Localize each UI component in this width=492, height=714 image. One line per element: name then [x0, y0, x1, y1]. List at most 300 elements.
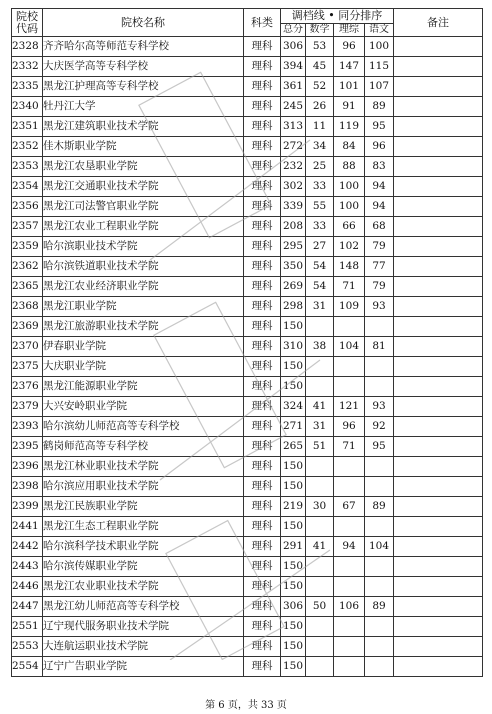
science-score-cell: 71: [334, 277, 365, 297]
science-score-cell: 148: [334, 257, 365, 277]
school-code-cell: 2328: [12, 37, 43, 57]
header-math: 数学: [306, 24, 334, 37]
category-cell: 理科: [244, 357, 281, 377]
notes-cell: [394, 77, 483, 97]
category-cell: 理科: [244, 77, 281, 97]
chinese-score-cell: 68: [365, 217, 394, 237]
chinese-score-cell: [365, 477, 394, 497]
table-row: [12, 397, 483, 417]
category-cell: 理科: [244, 577, 281, 597]
chinese-score-cell: 93: [365, 297, 394, 317]
school-name-cell: 黑龙江林业职业技术学院: [43, 457, 244, 477]
table-body: [12, 37, 483, 677]
science-score-cell: [334, 357, 365, 377]
math-score-cell: 31: [306, 297, 334, 317]
math-score-cell: 30: [306, 497, 334, 517]
school-code-cell: 2353: [12, 157, 43, 177]
math-score-cell: [306, 577, 334, 597]
total-score-cell: 313: [281, 117, 306, 137]
school-code-cell: 2365: [12, 277, 43, 297]
chinese-score-cell: [365, 557, 394, 577]
science-score-cell: 96: [334, 37, 365, 57]
chinese-score-cell: 79: [365, 237, 394, 257]
table-row: [12, 277, 483, 297]
chinese-score-cell: [365, 357, 394, 377]
category-cell: 理科: [244, 37, 281, 57]
total-score-cell: 150: [281, 557, 306, 577]
category-cell: 理科: [244, 337, 281, 357]
math-score-cell: 25: [306, 157, 334, 177]
school-name-cell: 大兴安岭职业学院: [43, 397, 244, 417]
school-code-cell: 2340: [12, 97, 43, 117]
category-cell: 理科: [244, 657, 281, 677]
school-name-cell: 黑龙江农业职业技术学院: [43, 577, 244, 597]
table-row: [12, 197, 483, 217]
science-score-cell: 100: [334, 197, 365, 217]
school-code-cell: 2369: [12, 317, 43, 337]
school-code-cell: 2554: [12, 657, 43, 677]
school-name-cell: 黑龙江建筑职业技术学院: [43, 117, 244, 137]
school-code-cell: 2379: [12, 397, 43, 417]
chinese-score-cell: 96: [365, 137, 394, 157]
total-score-cell: 208: [281, 217, 306, 237]
table-row: [12, 237, 483, 257]
school-code-cell: 2399: [12, 497, 43, 517]
school-name-cell: 黑龙江农业工程职业学院: [43, 217, 244, 237]
table-row: [12, 557, 483, 577]
table-row: [12, 377, 483, 397]
school-name-cell: 黑龙江农业经济职业学院: [43, 277, 244, 297]
school-name-cell: 伊春职业学院: [43, 337, 244, 357]
notes-cell: [394, 97, 483, 117]
science-score-cell: 119: [334, 117, 365, 137]
table-row: [12, 137, 483, 157]
total-score-cell: 350: [281, 257, 306, 277]
math-score-cell: [306, 457, 334, 477]
school-name-cell: 黑龙江幼儿师范高等专科学校: [43, 597, 244, 617]
admission-score-table: [11, 8, 483, 677]
chinese-score-cell: 94: [365, 177, 394, 197]
category-cell: 理科: [244, 517, 281, 537]
table-header: [12, 9, 483, 37]
science-score-cell: 102: [334, 237, 365, 257]
school-code-cell: 2442: [12, 537, 43, 557]
school-code-cell: 2356: [12, 197, 43, 217]
total-score-cell: 150: [281, 377, 306, 397]
school-name-cell: 黑龙江旅游职业技术学院: [43, 317, 244, 337]
notes-cell: [394, 357, 483, 377]
chinese-score-cell: [365, 457, 394, 477]
school-name-cell: 佳木斯职业学院: [43, 137, 244, 157]
school-name-cell: 鹤岗师范高等专科学校: [43, 437, 244, 457]
science-score-cell: [334, 457, 365, 477]
school-code-cell: 2443: [12, 557, 43, 577]
total-score-cell: 265: [281, 437, 306, 457]
category-cell: 理科: [244, 437, 281, 457]
school-name-cell: 黑龙江农垦职业学院: [43, 157, 244, 177]
header-science: 理综: [334, 24, 365, 37]
science-score-cell: 67: [334, 497, 365, 517]
category-cell: 理科: [244, 137, 281, 157]
notes-cell: [394, 537, 483, 557]
notes-cell: [394, 37, 483, 57]
school-name-cell: 黑龙江民族职业学院: [43, 497, 244, 517]
math-score-cell: 55: [306, 197, 334, 217]
math-score-cell: [306, 557, 334, 577]
school-code-cell: 2357: [12, 217, 43, 237]
school-name-cell: 哈尔滨传媒职业学院: [43, 557, 244, 577]
school-code-cell: 2447: [12, 597, 43, 617]
total-score-cell: 302: [281, 177, 306, 197]
school-name-cell: 黑龙江生态工程职业学院: [43, 517, 244, 537]
school-code-cell: 2551: [12, 617, 43, 637]
notes-cell: [394, 597, 483, 617]
category-cell: 理科: [244, 617, 281, 637]
chinese-score-cell: [365, 377, 394, 397]
total-score-cell: 150: [281, 457, 306, 477]
school-code-cell: 2359: [12, 237, 43, 257]
table-row: [12, 637, 483, 657]
math-score-cell: 31: [306, 417, 334, 437]
category-cell: 理科: [244, 537, 281, 557]
science-score-cell: 71: [334, 437, 365, 457]
chinese-score-cell: 95: [365, 437, 394, 457]
school-name-cell: 哈尔滨应用职业技术学院: [43, 477, 244, 497]
category-cell: 理科: [244, 237, 281, 257]
math-score-cell: 50: [306, 597, 334, 617]
table-row: [12, 457, 483, 477]
math-score-cell: 52: [306, 77, 334, 97]
category-cell: 理科: [244, 557, 281, 577]
school-code-cell: 2446: [12, 577, 43, 597]
notes-cell: [394, 517, 483, 537]
category-cell: 理科: [244, 97, 281, 117]
science-score-cell: 121: [334, 397, 365, 417]
category-cell: 理科: [244, 377, 281, 397]
science-score-cell: 66: [334, 217, 365, 237]
category-cell: 理科: [244, 297, 281, 317]
total-score-cell: 272: [281, 137, 306, 157]
total-score-cell: 150: [281, 477, 306, 497]
category-cell: 理科: [244, 117, 281, 137]
school-code-cell: 2352: [12, 137, 43, 157]
science-score-cell: 109: [334, 297, 365, 317]
school-code-cell: 2375: [12, 357, 43, 377]
notes-cell: [394, 657, 483, 677]
school-name-cell: 哈尔滨铁道职业技术学院: [43, 257, 244, 277]
header-name: 院校名称: [43, 9, 244, 37]
science-score-cell: [334, 377, 365, 397]
math-score-cell: [306, 637, 334, 657]
total-score-cell: 269: [281, 277, 306, 297]
table-row: [12, 257, 483, 277]
chinese-score-cell: 104: [365, 537, 394, 557]
header-total: 总分: [281, 24, 306, 37]
notes-cell: [394, 397, 483, 417]
school-name-cell: 齐齐哈尔高等师范专科学校: [43, 37, 244, 57]
chinese-score-cell: 100: [365, 37, 394, 57]
school-name-cell: 哈尔滨幼儿师范高等专科学校: [43, 417, 244, 437]
notes-cell: [394, 157, 483, 177]
category-cell: 理科: [244, 417, 281, 437]
math-score-cell: [306, 617, 334, 637]
chinese-score-cell: 92: [365, 417, 394, 437]
category-cell: 理科: [244, 457, 281, 477]
notes-cell: [394, 297, 483, 317]
total-score-cell: 291: [281, 537, 306, 557]
header-score-group: 调档线 • 同分排序: [281, 9, 394, 24]
chinese-score-cell: [365, 577, 394, 597]
notes-cell: [394, 437, 483, 457]
table-row: [12, 357, 483, 377]
page-footer: [0, 700, 492, 712]
school-name-cell: 黑龙江能源职业学院: [43, 377, 244, 397]
total-score-cell: 150: [281, 657, 306, 677]
notes-cell: [394, 577, 483, 597]
table-row: [12, 417, 483, 437]
school-name-cell: 辽宁现代服务职业技术学院: [43, 617, 244, 637]
total-score-cell: 295: [281, 237, 306, 257]
category-cell: 理科: [244, 637, 281, 657]
notes-cell: [394, 557, 483, 577]
notes-cell: [394, 197, 483, 217]
science-score-cell: 104: [334, 337, 365, 357]
table-row: [12, 537, 483, 557]
chinese-score-cell: 93: [365, 397, 394, 417]
notes-cell: [394, 497, 483, 517]
school-code-cell: 2376: [12, 377, 43, 397]
chinese-score-cell: 77: [365, 257, 394, 277]
total-score-cell: 245: [281, 97, 306, 117]
school-name-cell: 哈尔滨职业技术学院: [43, 237, 244, 257]
science-score-cell: [334, 617, 365, 637]
table-row: [12, 217, 483, 237]
science-score-cell: [334, 517, 365, 537]
category-cell: 理科: [244, 197, 281, 217]
math-score-cell: 38: [306, 337, 334, 357]
school-name-cell: 大连航运职业技术学院: [43, 637, 244, 657]
chinese-score-cell: 94: [365, 197, 394, 217]
notes-cell: [394, 457, 483, 477]
math-score-cell: 54: [306, 277, 334, 297]
table-row: [12, 37, 483, 57]
table-row: [12, 117, 483, 137]
school-code-cell: 2354: [12, 177, 43, 197]
math-score-cell: 53: [306, 37, 334, 57]
math-score-cell: 33: [306, 217, 334, 237]
category-cell: 理科: [244, 597, 281, 617]
school-name-cell: 大庆医学高等专科学校: [43, 57, 244, 77]
total-score-cell: 361: [281, 77, 306, 97]
math-score-cell: 27: [306, 237, 334, 257]
math-score-cell: [306, 317, 334, 337]
table-row: [12, 157, 483, 177]
notes-cell: [394, 177, 483, 197]
math-score-cell: 11: [306, 117, 334, 137]
science-score-cell: [334, 637, 365, 657]
header-notes: 备注: [394, 9, 483, 37]
chinese-score-cell: 115: [365, 57, 394, 77]
school-code-cell: 2398: [12, 477, 43, 497]
total-score-cell: 298: [281, 297, 306, 317]
science-score-cell: 147: [334, 57, 365, 77]
science-score-cell: 96: [334, 417, 365, 437]
school-code-cell: 2395: [12, 437, 43, 457]
math-score-cell: 34: [306, 137, 334, 157]
chinese-score-cell: 83: [365, 157, 394, 177]
notes-cell: [394, 417, 483, 437]
chinese-score-cell: [365, 637, 394, 657]
table-row: [12, 177, 483, 197]
science-score-cell: 91: [334, 97, 365, 117]
total-score-cell: 150: [281, 617, 306, 637]
table-row: [12, 77, 483, 97]
science-score-cell: [334, 317, 365, 337]
science-score-cell: [334, 557, 365, 577]
category-cell: 理科: [244, 397, 281, 417]
table-row: [12, 97, 483, 117]
school-code-cell: 2332: [12, 57, 43, 77]
science-score-cell: 84: [334, 137, 365, 157]
school-name-cell: 牡丹江大学: [43, 97, 244, 117]
notes-cell: [394, 57, 483, 77]
notes-cell: [394, 377, 483, 397]
total-score-cell: 394: [281, 57, 306, 77]
school-name-cell: 哈尔滨科学技术职业学院: [43, 537, 244, 557]
science-score-cell: [334, 577, 365, 597]
notes-cell: [394, 617, 483, 637]
category-cell: 理科: [244, 497, 281, 517]
math-score-cell: 51: [306, 437, 334, 457]
category-cell: 理科: [244, 157, 281, 177]
total-score-cell: 150: [281, 637, 306, 657]
school-name-cell: 大庆职业学院: [43, 357, 244, 377]
table-row: [12, 437, 483, 457]
table-row: [12, 497, 483, 517]
table-row: [12, 57, 483, 77]
math-score-cell: 41: [306, 537, 334, 557]
school-name-cell: 黑龙江交通职业技术学院: [43, 177, 244, 197]
school-code-cell: 2370: [12, 337, 43, 357]
chinese-score-cell: 107: [365, 77, 394, 97]
total-score-cell: 339: [281, 197, 306, 217]
science-score-cell: 94: [334, 537, 365, 557]
notes-cell: [394, 277, 483, 297]
chinese-score-cell: 79: [365, 277, 394, 297]
chinese-score-cell: 89: [365, 97, 394, 117]
category-cell: 理科: [244, 477, 281, 497]
total-score-cell: 324: [281, 397, 306, 417]
total-score-cell: 150: [281, 577, 306, 597]
chinese-score-cell: 81: [365, 337, 394, 357]
category-cell: 理科: [244, 217, 281, 237]
chinese-score-cell: 89: [365, 497, 394, 517]
math-score-cell: [306, 477, 334, 497]
notes-cell: [394, 237, 483, 257]
chinese-score-cell: [365, 657, 394, 677]
school-name-cell: 辽宁广告职业学院: [43, 657, 244, 677]
math-score-cell: 26: [306, 97, 334, 117]
notes-cell: [394, 337, 483, 357]
science-score-cell: [334, 657, 365, 677]
science-score-cell: [334, 477, 365, 497]
math-score-cell: [306, 357, 334, 377]
math-score-cell: [306, 517, 334, 537]
school-code-cell: 2362: [12, 257, 43, 277]
table-row: [12, 297, 483, 317]
total-score-cell: 310: [281, 337, 306, 357]
table-row: [12, 517, 483, 537]
school-code-cell: 2393: [12, 417, 43, 437]
notes-cell: [394, 117, 483, 137]
chinese-score-cell: [365, 517, 394, 537]
total-score-cell: 150: [281, 517, 306, 537]
chinese-score-cell: [365, 617, 394, 637]
table-row: [12, 317, 483, 337]
math-score-cell: 45: [306, 57, 334, 77]
school-name-cell: 黑龙江护理高等专科学校: [43, 77, 244, 97]
notes-cell: [394, 637, 483, 657]
category-cell: 理科: [244, 277, 281, 297]
total-score-cell: 150: [281, 317, 306, 337]
table-row: [12, 597, 483, 617]
page-number-label: 第 6 页，共 33 页: [205, 700, 287, 711]
table-row: [12, 477, 483, 497]
school-code-cell: 2441: [12, 517, 43, 537]
school-code-cell: 2335: [12, 77, 43, 97]
category-cell: 理科: [244, 177, 281, 197]
science-score-cell: 88: [334, 157, 365, 177]
notes-cell: [394, 257, 483, 277]
total-score-cell: 306: [281, 597, 306, 617]
science-score-cell: 101: [334, 77, 365, 97]
science-score-cell: 106: [334, 597, 365, 617]
category-cell: 理科: [244, 317, 281, 337]
total-score-cell: 232: [281, 157, 306, 177]
total-score-cell: 150: [281, 357, 306, 377]
chinese-score-cell: 89: [365, 597, 394, 617]
school-code-cell: 2368: [12, 297, 43, 317]
category-cell: 理科: [244, 57, 281, 77]
total-score-cell: 306: [281, 37, 306, 57]
table-row: [12, 337, 483, 357]
school-name-cell: 黑龙江司法警官职业学院: [43, 197, 244, 217]
school-code-cell: 2553: [12, 637, 43, 657]
notes-cell: [394, 217, 483, 237]
table-row: [12, 577, 483, 597]
total-score-cell: 271: [281, 417, 306, 437]
math-score-cell: 41: [306, 397, 334, 417]
school-code-cell: 2396: [12, 457, 43, 477]
table-row: [12, 617, 483, 637]
math-score-cell: [306, 657, 334, 677]
school-code-cell: 2351: [12, 117, 43, 137]
total-score-cell: 219: [281, 497, 306, 517]
notes-cell: [394, 317, 483, 337]
science-score-cell: 100: [334, 177, 365, 197]
math-score-cell: 54: [306, 257, 334, 277]
math-score-cell: [306, 377, 334, 397]
category-cell: 理科: [244, 257, 281, 277]
math-score-cell: 33: [306, 177, 334, 197]
notes-cell: [394, 477, 483, 497]
header-code: 院校代码: [12, 9, 43, 37]
chinese-score-cell: [365, 317, 394, 337]
notes-cell: [394, 137, 483, 157]
table-row: [12, 657, 483, 677]
chinese-score-cell: 95: [365, 117, 394, 137]
school-name-cell: 黑龙江职业学院: [43, 297, 244, 317]
